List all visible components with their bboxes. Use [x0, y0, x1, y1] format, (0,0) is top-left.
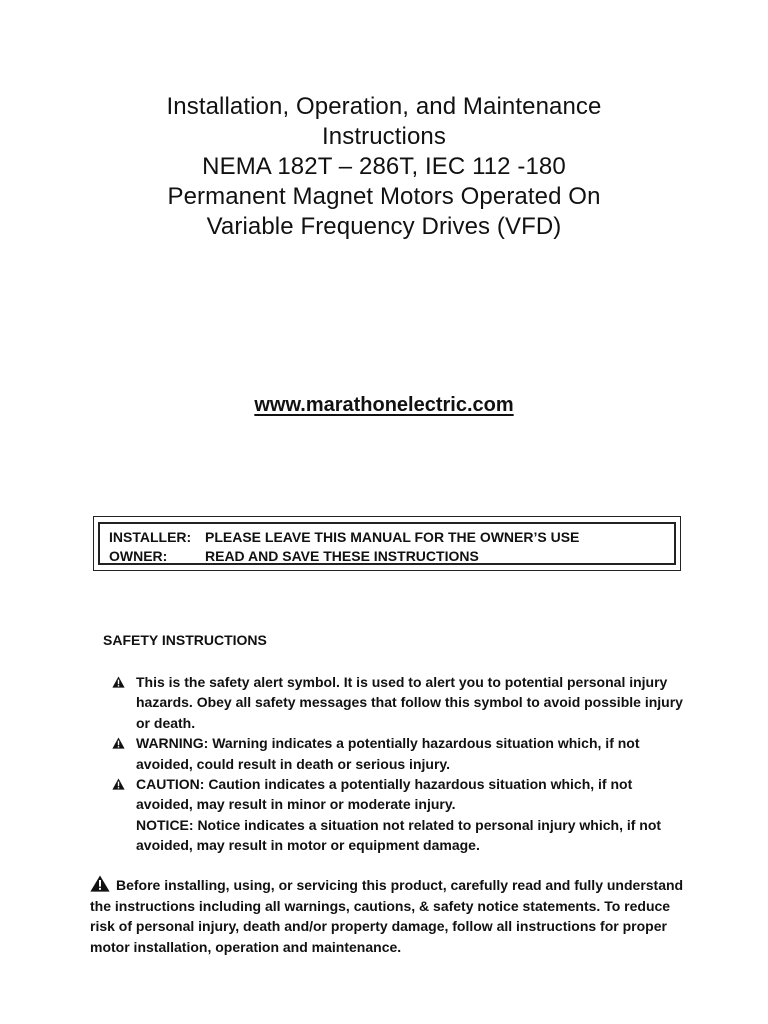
- safety-item-text: This is the safety alert symbol. It is used to alert you to potential personal injury hazards. Obey all safety messages that follow this symbol to avoid possible injury or death.: [136, 674, 683, 731]
- safety-item-text: CAUTION: Caution indicates a potentially hazardous situation which, if not avoided, may result in minor or moderate injury.: [136, 776, 633, 813]
- installer-text: PLEASE LEAVE THIS MANUAL FOR THE OWNER’S USE: [205, 529, 580, 545]
- owner-label: OWNER:: [109, 548, 168, 564]
- safety-heading: SAFETY INSTRUCTIONS: [103, 632, 267, 648]
- safety-item-notice: [112, 815, 692, 856]
- installer-notice: [109, 529, 579, 545]
- title-line-4: Permanent Magnet Motors Operated On: [167, 183, 601, 210]
- safety-item-alert-symbol: [112, 672, 692, 733]
- title-line-3: NEMA 182T – 286T, IEC 112 -180: [202, 153, 566, 180]
- website-link[interactable]: www.marathonelectric.com: [254, 394, 514, 416]
- safety-final-note: [90, 875, 690, 957]
- notice-box: [98, 522, 676, 565]
- title-line-2: Instructions: [322, 123, 446, 150]
- safety-item-text: NOTICE: Notice indicates a situation not related to personal injury which, if not avoided, may result in motor or equipment damage.: [136, 816, 662, 854]
- installer-label: INSTALLER:: [109, 529, 192, 545]
- warning-triangle-icon: [112, 676, 125, 688]
- title-line-5: Variable Frequency Drives (VFD): [206, 213, 562, 240]
- warning-triangle-icon: [112, 737, 125, 749]
- owner-text: READ AND SAVE THESE INSTRUCTIONS: [205, 548, 479, 564]
- document-title: [0, 92, 768, 242]
- warning-triangle-icon: [112, 778, 125, 790]
- owner-notice: [109, 548, 479, 564]
- safety-item-warning: [112, 733, 692, 774]
- safety-item-text: WARNING: Warning indicates a potentially hazardous situation which, if not avoided, could result in death or serious injury.: [136, 735, 640, 772]
- safety-item-caution: [112, 774, 692, 815]
- warning-triangle-icon: [90, 875, 110, 892]
- safety-list: [112, 672, 692, 856]
- final-note-text: Before installing, using, or servicing this product, carefully read and fully understand the instructions including all warnings, cautions, & safety notice statements. To reduce risk of personal injury, death and/or property damage, follow all instructions for proper motor installation, operation and maintenance.: [90, 877, 684, 955]
- title-line-1: Installation, Operation, and Maintenance: [166, 93, 602, 120]
